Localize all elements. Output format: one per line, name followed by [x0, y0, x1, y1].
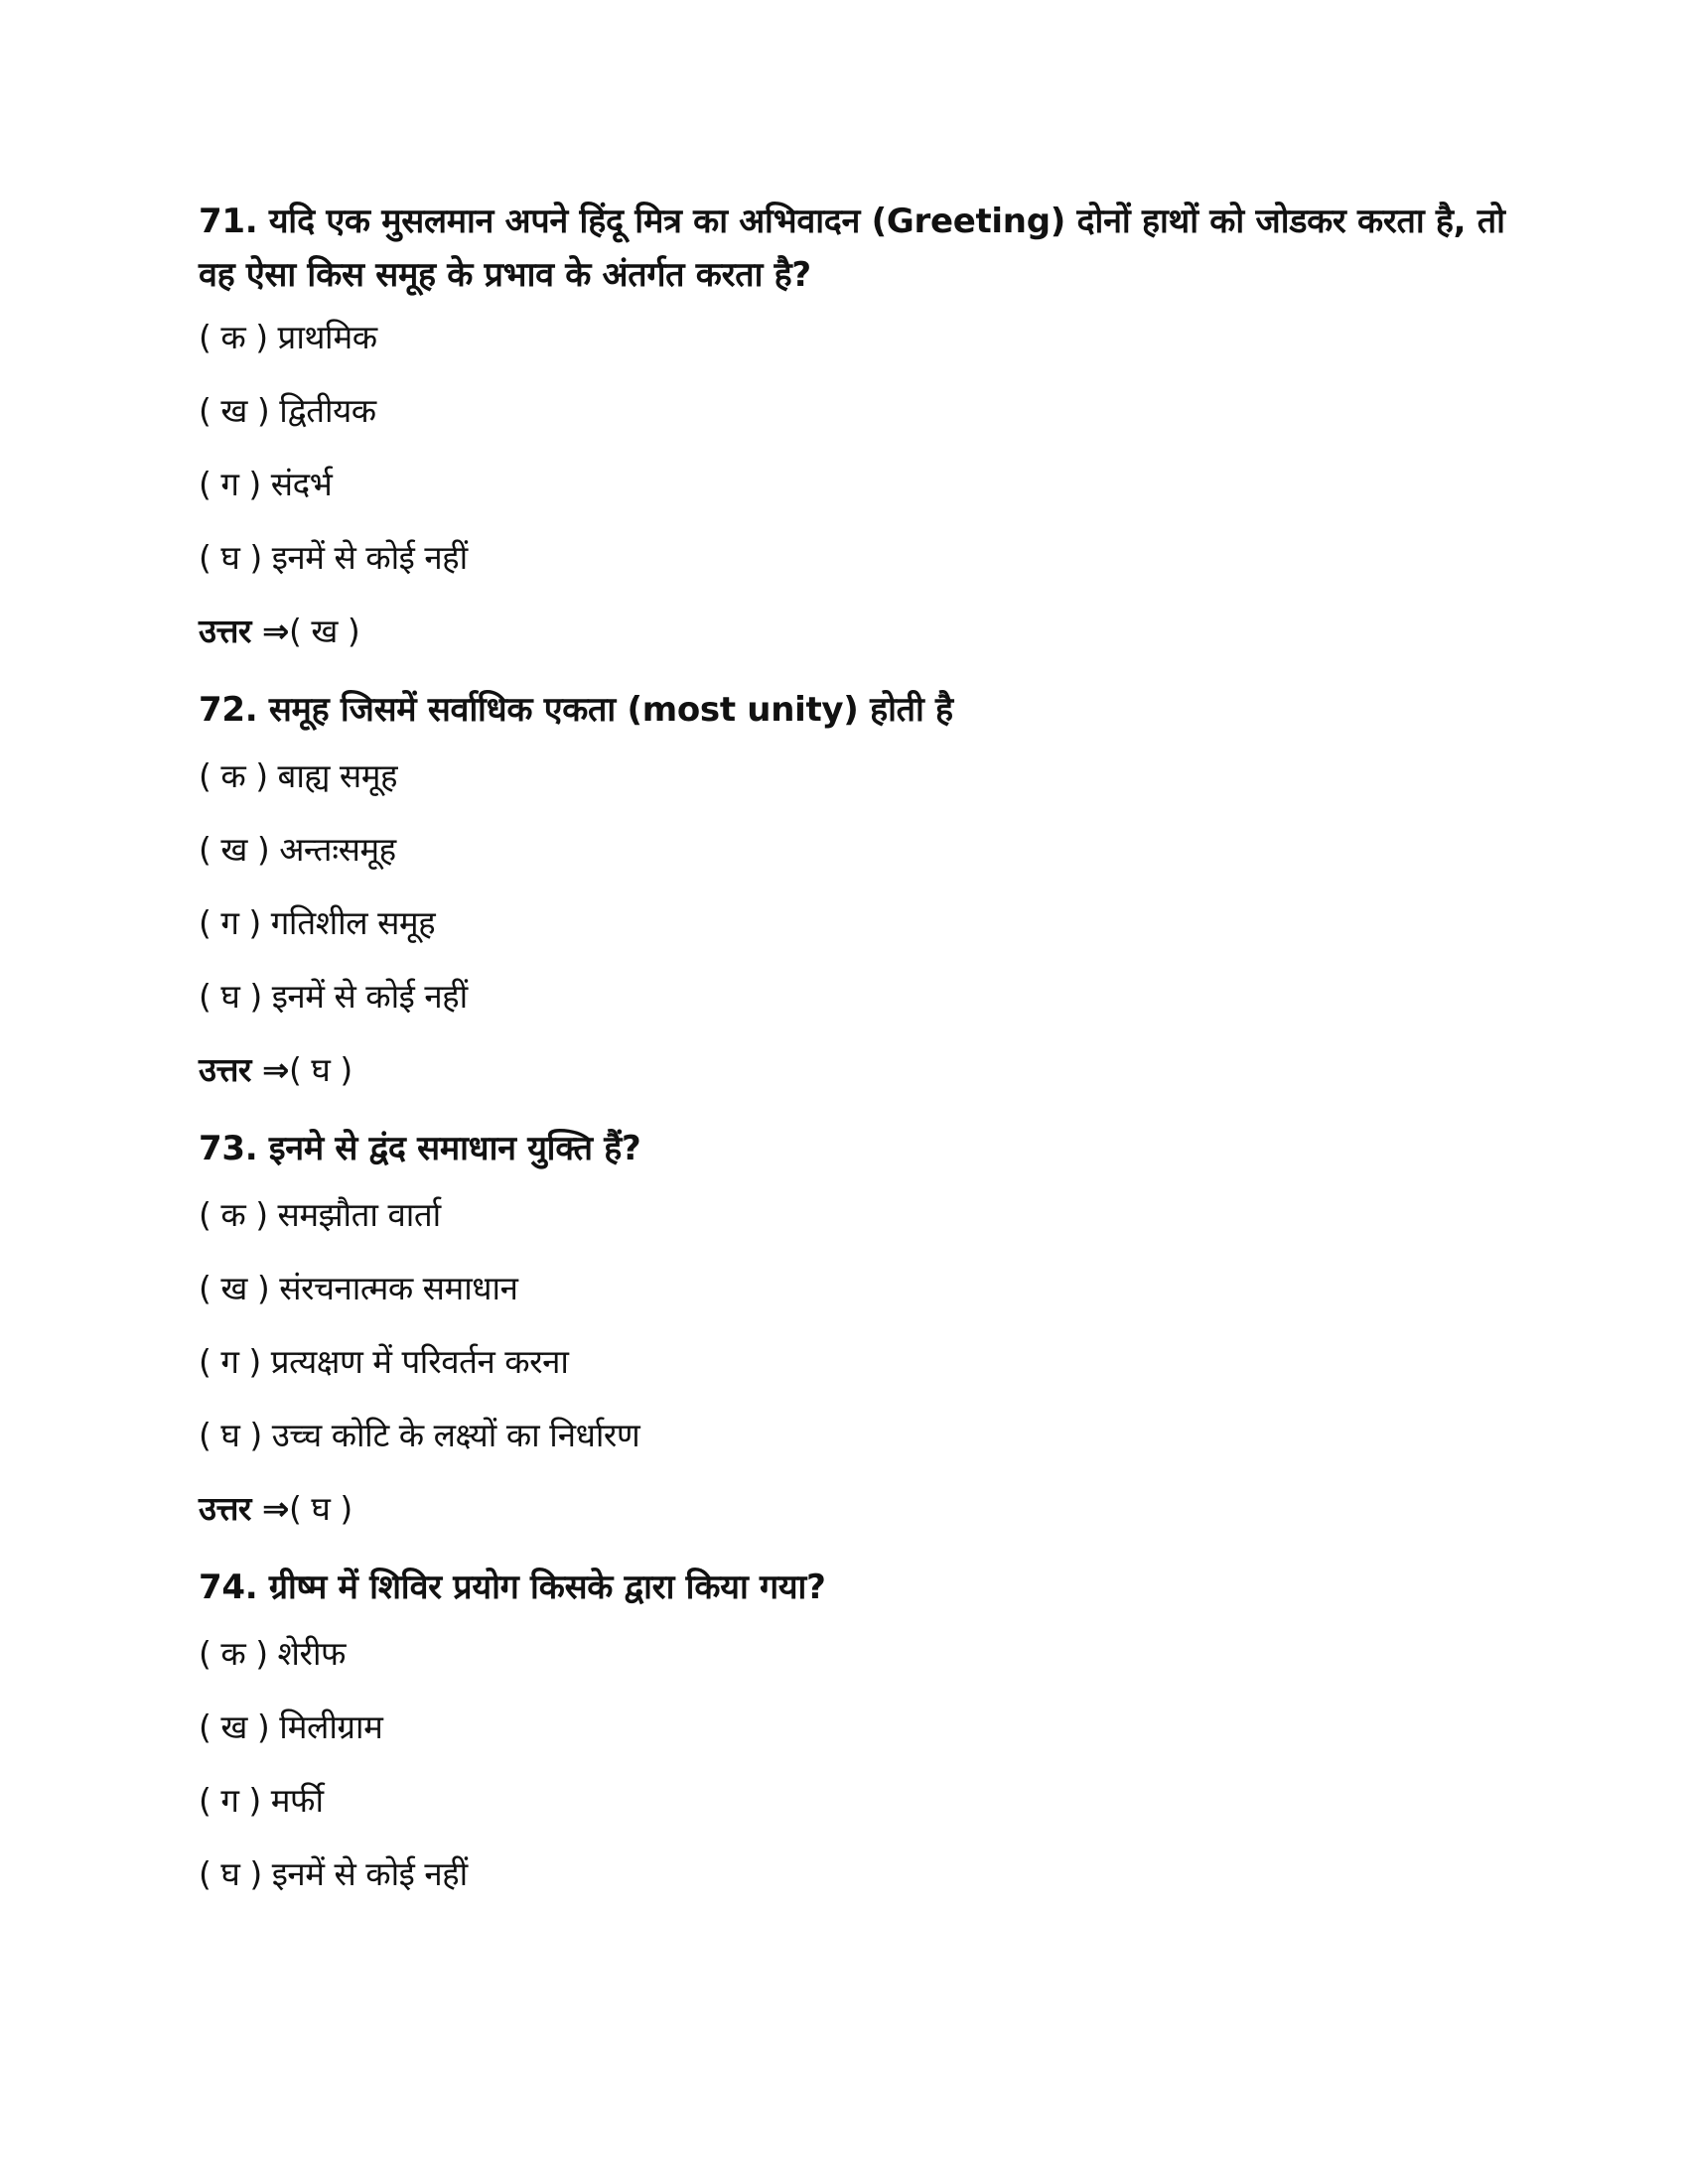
option-gha: ( घ ) इनमें से कोई नहीं [199, 538, 468, 577]
option-kha: ( ख ) द्वितीयक [199, 391, 376, 430]
option-kha: ( ख ) मिलीग्राम [199, 1707, 383, 1746]
option-kha: ( ख ) अन्तःसमूह [199, 830, 396, 869]
answer-label: उत्तर ⇒ [199, 1050, 290, 1089]
option-gha: ( घ ) उच्च कोटि के लक्ष्यों का निर्धारण [199, 1416, 640, 1454]
question-block-72 [199, 683, 1509, 1092]
question-text: 73. इनमे से द्वंद समाधान युक्ति हैं? [199, 1129, 641, 1168]
question-block-74 [199, 1561, 1509, 1896]
answer-line [199, 610, 1509, 653]
answer-line [199, 1048, 1509, 1092]
option-kha: ( ख ) संरचनात्मक समाधान [199, 1269, 518, 1307]
question-block-71 [199, 195, 1509, 653]
document-page [199, 195, 1509, 1926]
option-gha: ( घ ) इनमें से कोई नहीं [199, 1854, 468, 1893]
answer-line [199, 1487, 1509, 1531]
option-ka: ( क ) प्राथमिक [199, 318, 377, 356]
question-block-73 [199, 1122, 1509, 1531]
answer-value: ( घ ) [289, 1050, 352, 1089]
option-ka: ( क ) शेरीफ [199, 1634, 346, 1673]
question-text: 71. यदि एक मुसलमान अपने हिंदू मित्र का अभिवादन (Greeting) दोनों हाथों को जोडकर करता है, तो वह ऐसा किस समूह के प्रभाव के अंतर्गत करता है? [199, 202, 1505, 295]
option-ga: ( ग ) प्रत्यक्षण में परिवर्तन करना [199, 1342, 569, 1381]
answer-label: उत्तर ⇒ [199, 1489, 290, 1528]
option-ka: ( क ) बाह्य समूह [199, 756, 397, 795]
question-text: 74. ग्रीष्म में शिविर प्रयोग किसके द्वारा किया गया? [199, 1568, 826, 1607]
answer-value: ( घ ) [289, 1489, 352, 1528]
option-ga: ( ग ) संदर्भ [199, 465, 333, 503]
option-gha: ( घ ) इनमें से कोई नहीं [199, 977, 468, 1016]
option-ga: ( ग ) मर्फी [199, 1781, 324, 1820]
answer-value: ( ख ) [289, 612, 360, 650]
question-text: 72. समूह जिसमें सर्वाधिक एकता (most unity) होती है [199, 690, 953, 730]
option-ga: ( ग ) गतिशील समूह [199, 903, 436, 942]
option-ka: ( क ) समझौता वार्ता [199, 1195, 441, 1234]
answer-label: उत्तर ⇒ [199, 612, 290, 650]
